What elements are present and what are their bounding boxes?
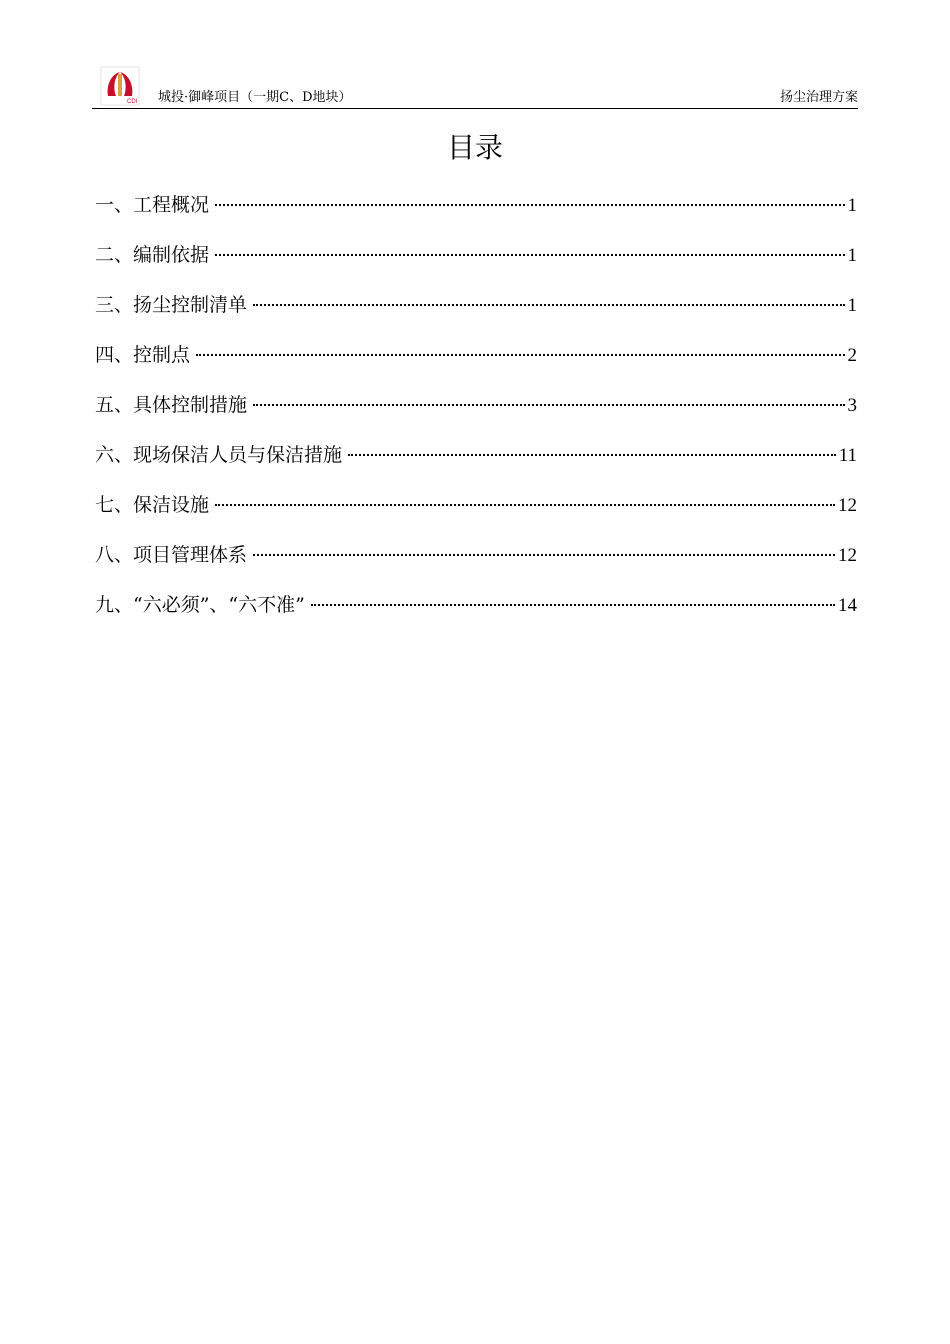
toc-entry-label: 七、保洁设施	[95, 494, 210, 516]
toc-entry-page: 3	[847, 395, 857, 416]
toc-entry[interactable]	[95, 290, 857, 340]
toc-entry-page: 14	[838, 595, 857, 616]
header-document-title: 扬尘治理方案	[779, 90, 858, 105]
toc-entry[interactable]	[95, 390, 857, 440]
company-logo	[100, 66, 140, 106]
toc-dot-leader	[253, 404, 844, 406]
toc-entry-label: 五、具体控制措施	[95, 394, 248, 416]
toc-entry[interactable]	[95, 490, 857, 540]
toc-entry-label: 八、项目管理体系	[95, 544, 248, 566]
toc-dot-leader	[348, 454, 836, 456]
toc-dot-leader	[311, 604, 835, 606]
toc-dot-leader	[253, 304, 844, 306]
page-header	[92, 64, 858, 109]
toc-entry-label: 三、扬尘控制清单	[95, 294, 248, 316]
toc-entry[interactable]	[95, 340, 857, 390]
toc-entry[interactable]	[95, 590, 857, 640]
toc-title: 目录	[446, 131, 503, 164]
toc-entry-page: 1	[847, 245, 857, 266]
toc-entry[interactable]	[95, 440, 857, 490]
toc-entry-page: 1	[847, 295, 857, 316]
toc-dot-leader	[196, 354, 844, 356]
toc-entry-label: 一、工程概况	[95, 194, 210, 216]
toc-dot-leader	[253, 554, 835, 556]
toc-entry[interactable]	[95, 190, 857, 240]
toc-dot-leader	[215, 254, 844, 256]
toc-dot-leader	[215, 504, 835, 506]
toc-entry-label: 六、现场保洁人员与保洁措施	[95, 444, 343, 466]
toc-entry-page: 11	[838, 445, 857, 466]
toc-entry-page: 1	[847, 195, 857, 216]
logo-text: CDI	[127, 99, 138, 105]
header-project-title: 城投·御峰项目（一期C、D地块）	[158, 90, 352, 105]
toc-entry-label: 四、控制点	[95, 344, 191, 366]
toc-dot-leader	[215, 204, 844, 206]
toc-entry[interactable]	[95, 240, 857, 290]
toc-entry-page: 12	[838, 495, 857, 516]
toc-list	[95, 190, 857, 640]
toc-entry[interactable]	[95, 540, 857, 590]
toc-entry-label: 二、编制依据	[95, 244, 210, 266]
toc-entry-page: 2	[847, 345, 857, 366]
toc-entry-page: 12	[838, 545, 857, 566]
toc-entry-label: 九、“六必须”、“六不准”	[95, 594, 305, 616]
